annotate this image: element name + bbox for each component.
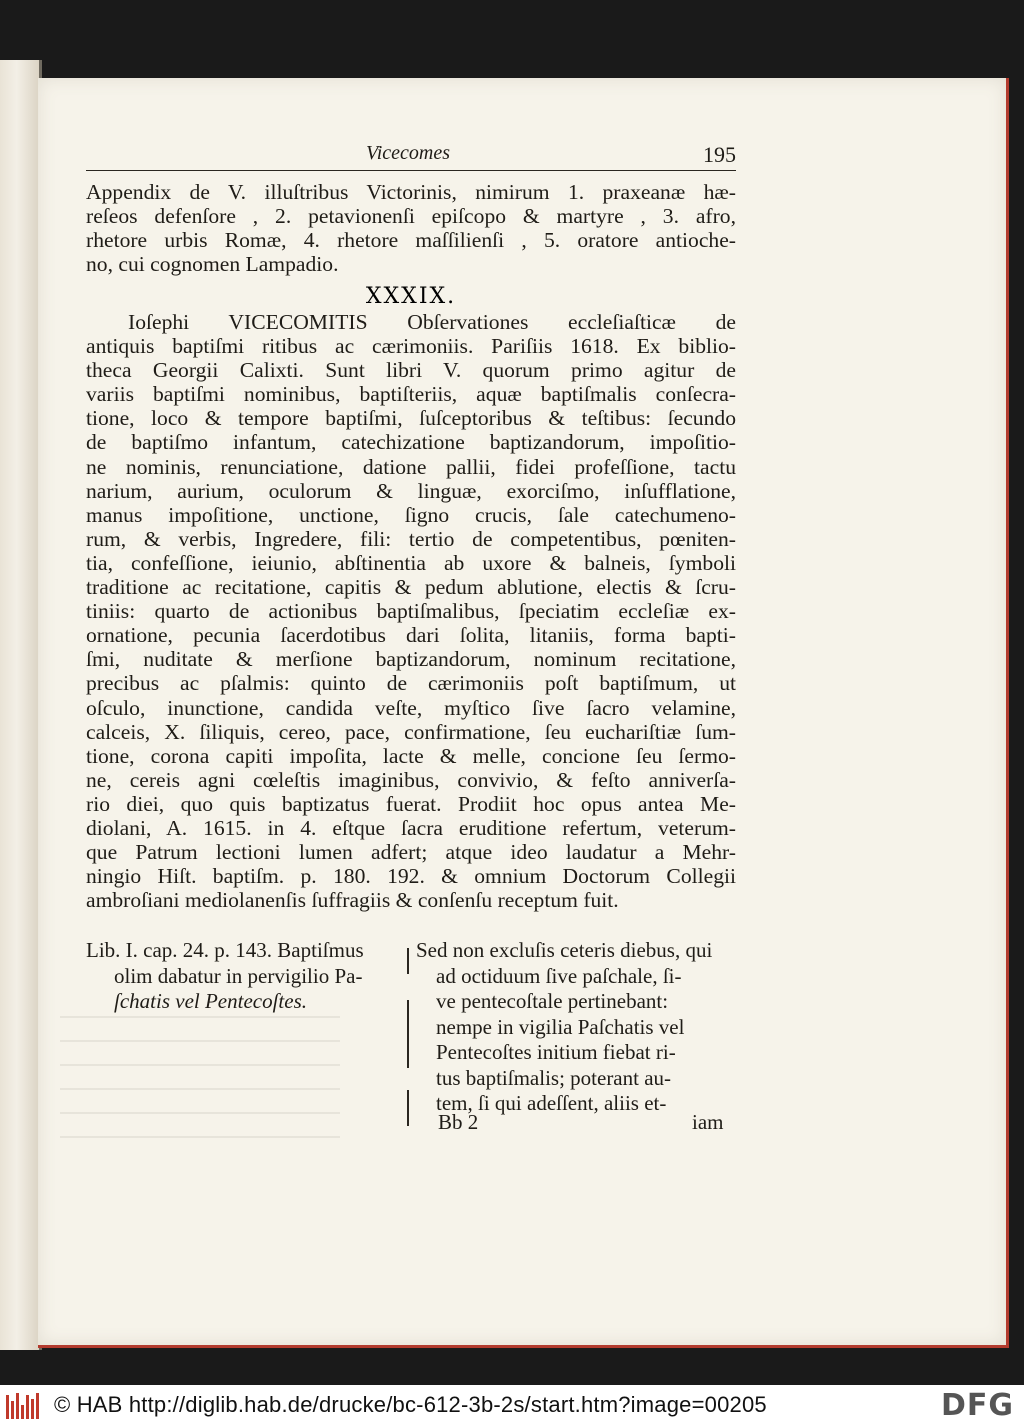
text-line: manus impoſitione, unctione, ſigno crucis, ſale catechumeno-: [86, 502, 736, 527]
note-line: ſchatis vel Pentecoſtes.: [114, 989, 308, 1013]
dfg-logo[interactable]: DFG: [940, 1387, 1014, 1423]
running-title: Vicecomes: [366, 142, 451, 164]
text-line: ningio Hiſt. baptiſm. p. 180. 192. & omnium Doctorum Collegii: [86, 864, 736, 889]
text-line: precibus ac pſalmis: quinto de cærimoniis poſt baptiſmum, ut: [86, 671, 736, 696]
main-paragraph: [86, 310, 736, 912]
footer-copyright-link[interactable]: © HAB http://diglib.hab.de/drucke/bc-612-3b-2s/start.htm?image=00205: [54, 1392, 767, 1417]
text-line: oſculo, inunctione, candida veſte, myſtico ſive ſacro velamine,: [86, 695, 736, 720]
text-line: reſeos defenſore , 2. petavionenſi epiſcopo & martyre , 3. afro,: [86, 204, 736, 229]
text-line: Appendix de V. illuſtribus Victorinis, nimirum 1. praxeanæ hæ-: [86, 180, 736, 204]
text-line: rhetore urbis Romæ, 4. rhetore maſſilienſi , 5. oratore antioche-: [86, 228, 736, 253]
note-line: Pentecoſtes initium fiebat ri-: [436, 1040, 676, 1064]
signature-mark: Bb 2: [438, 1110, 479, 1134]
text-line: variis baptiſmi nominibus, baptiſteriis, aquæ baptiſmalis conſecra-: [86, 382, 736, 407]
note-right-column: [416, 938, 736, 1117]
text-line: narium, aurium, oculorum & linguæ, exorciſmo, inſufflatione,: [86, 478, 736, 503]
text-line: ſmi, nuditate & merſione baptizandorum, nominum recitatione,: [86, 647, 736, 672]
text-line: theca Georgii Calixti. Sunt libri V. quorum primo agitur de: [86, 358, 736, 383]
text-line: diolani, A. 1615. in 4. eſtque ſacra eruditione refertum, veterum-: [86, 815, 736, 840]
column-divider: [407, 940, 409, 1126]
note-line: ve pentecoſtale pertinebant:: [436, 989, 669, 1013]
section-heading: XXXIX.: [365, 284, 457, 309]
text-line: rum, & verbis, Ingredere, fili: tertio de competentibus, pœniten-: [86, 526, 736, 551]
note-left-column: [86, 938, 404, 1015]
footer-bar: [0, 1385, 1024, 1425]
hab-barcode-logo-icon[interactable]: [6, 1391, 40, 1419]
text-line: traditione ac recitatione, capitis & pedum ablutione, electis & ſcru-: [86, 575, 736, 600]
catchword: iam: [692, 1110, 724, 1134]
text-line: tia, confeſſione, ieiunio, abſtinentia ab uxore & balneis, ſymboli: [86, 550, 736, 575]
show-through-bleed: [60, 1016, 340, 1156]
header-rule: [86, 170, 736, 171]
text-line: antiquis baptiſmi ritibus ac cærimoniis. Pariſiis 1618. Ex biblio-: [86, 334, 736, 359]
appendix-paragraph: [86, 180, 736, 276]
text-line: ambroſiani mediolanenſis ſuffragiis & conſenſu receptum fuit.: [86, 888, 619, 913]
text-line: que Patrum lectioni lumen adfert; atque ideo laudatur a Mehr-: [86, 840, 736, 865]
text-line: ornatione, pecunia ſacerdotibus dari ſolita, litaniis, forma bapti-: [86, 623, 736, 648]
note-line: tus baptiſmalis; poterant au-: [436, 1065, 672, 1090]
text-line: calceis, X. ſiliquis, cereo, pace, confirmatione, ſeu euchariſtiæ ſum-: [86, 719, 736, 744]
page-header: [86, 142, 736, 170]
note-line: Sed non excluſis ceteris diebus, qui: [416, 938, 713, 962]
text-line: no, cui cognomen Lampadio.: [86, 252, 339, 277]
facing-page-edge: [0, 60, 42, 1350]
note-line: olim dabatur in pervigilio Pa-: [114, 963, 363, 988]
page-number: 195: [703, 142, 736, 167]
text-line: ne nominis, renunciatione, datione pallii, fidei profeſſione, tactu: [86, 454, 736, 479]
note-line: Lib. I. cap. 24. p. 143. Baptiſmus: [86, 938, 364, 962]
text-line: tione, corona capiti impoſita, lacte & melle, concione ſeu ſermo-: [86, 743, 736, 768]
text-line: tiniis: quarto de actionibus baptiſmalibus, ſpeciatim eccleſiæ ex-: [86, 599, 736, 624]
note-line: nempe in vigilia Paſchatis vel: [436, 1014, 685, 1039]
text-line: tione, loco & tempore baptiſmi, ſuſceptoribus & teſtibus: ſecundo: [86, 406, 736, 431]
text-line: Ioſephi VICECOMITIS Obſervationes eccleſiaſticæ de: [128, 310, 736, 334]
text-line: ne, cereis agni cœleſtis imaginibus, convivio, & feſto anniverſa-: [86, 767, 736, 792]
text-line: rio diei, quo quis baptizatus fuerat. Prodiit hoc opus antea Me-: [86, 791, 736, 816]
text-line: de baptiſmo infantum, catechizatione baptizandorum, impoſitio-: [86, 430, 736, 455]
note-line: tem, ſi qui adeſſent, aliis et-: [436, 1091, 667, 1115]
note-line: ad octiduum ſive paſchale, ſi-: [436, 963, 682, 988]
